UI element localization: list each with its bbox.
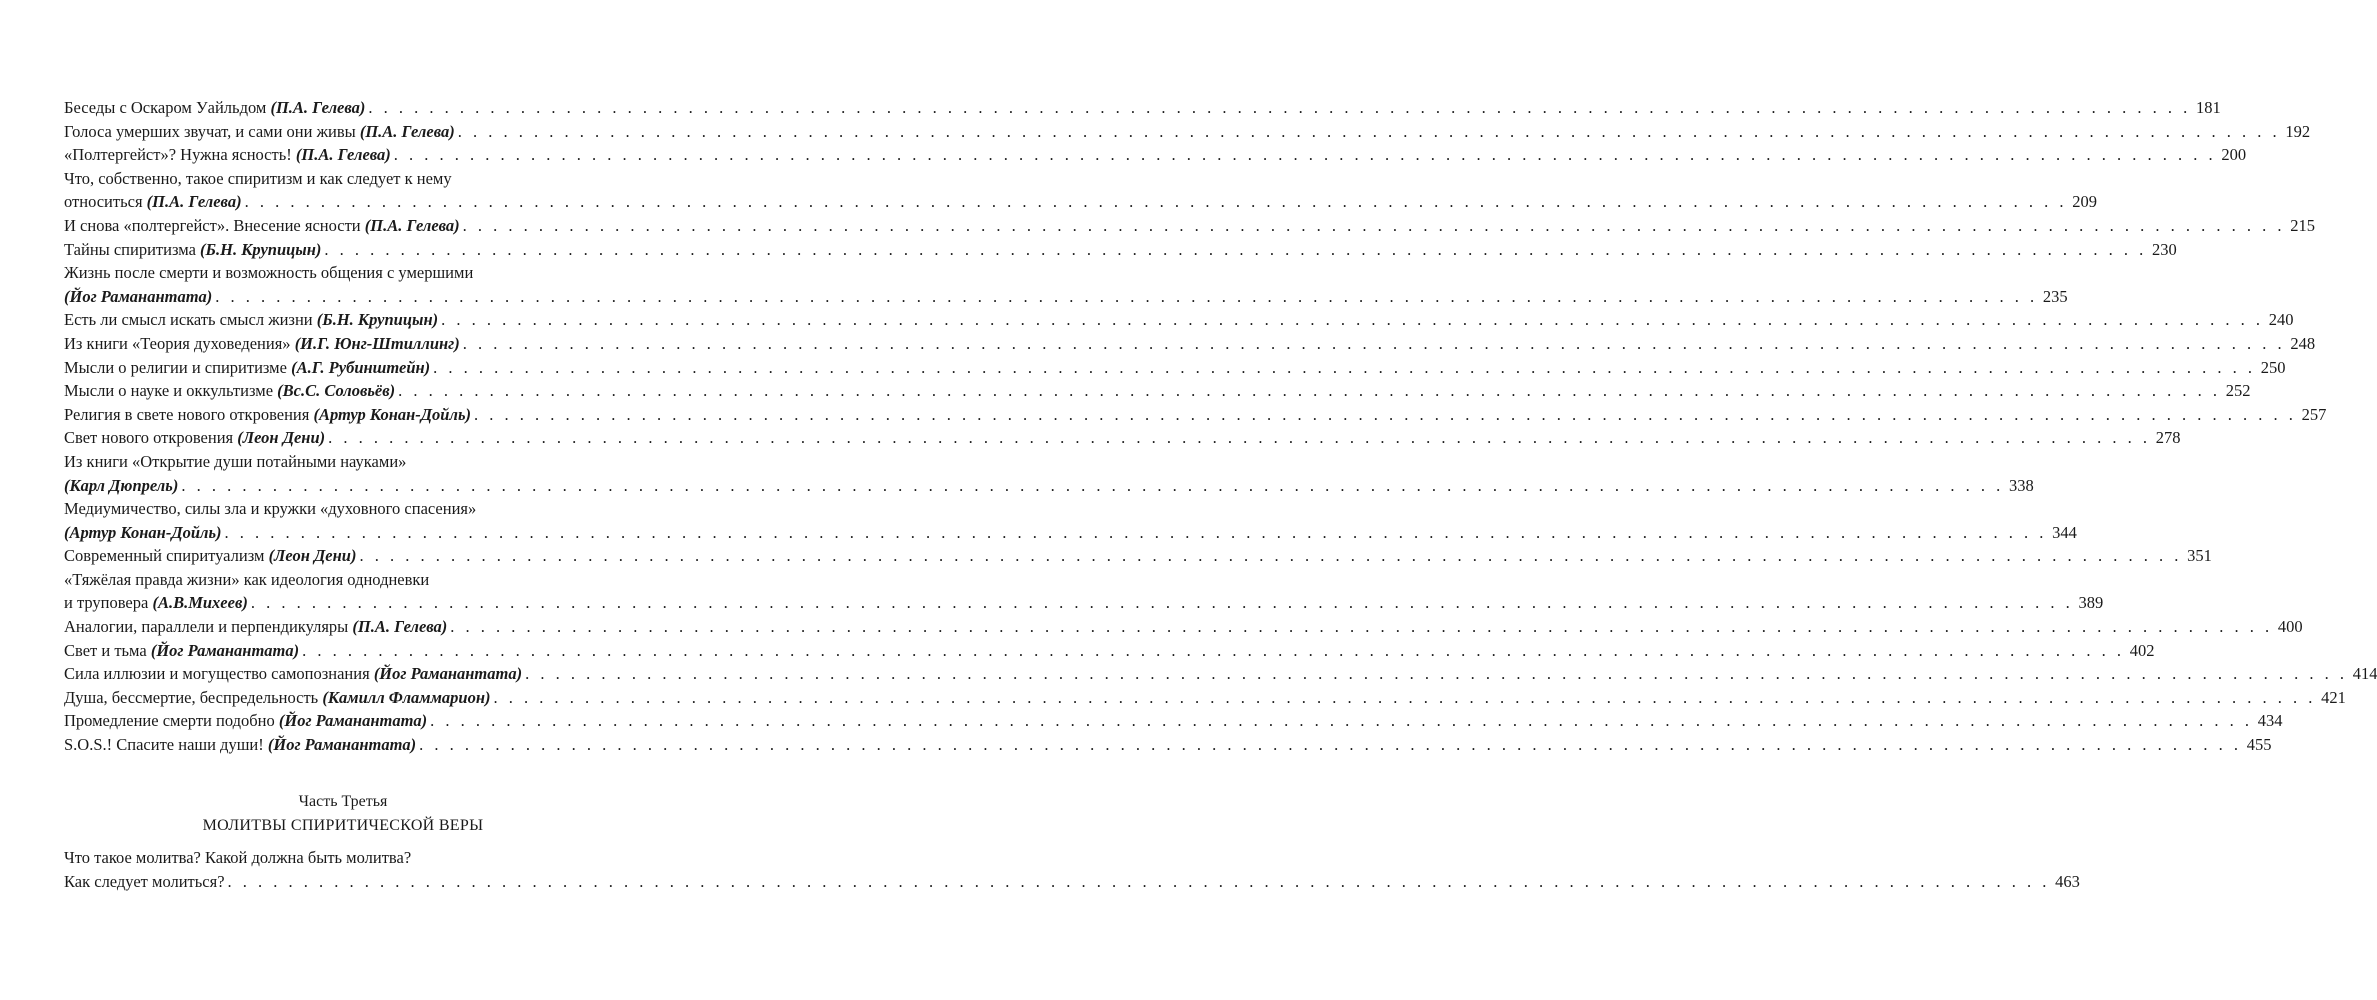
toc-entry [64,733,2272,757]
toc-entry-text [64,497,476,521]
toc-page-number: 192 [2285,121,2311,141]
toc-entry-author: (Карл Дюпрель) [64,475,179,495]
dot-leader: . . . . . . . . . . . . . . . . . . . . . . . . . . . . . . . . . . . . . . . . . . . . . . . . . . . . . . . . . . . . . . . . . . . . . . . . . . . . . . . . . . . . . . . . . . . . . . . . . . . . . . . . . . . . . . . . . . . . . . . . [525,664,2348,684]
toc-entry-line [64,379,2251,403]
toc-entry-author: (А.Г. Рубинштейн) [291,357,431,377]
toc-entry-title: Как следует молиться? [64,871,225,891]
table-of-contents [64,96,2377,757]
toc-entry-line [64,870,2080,894]
toc-entry [64,356,2286,380]
dot-leader: . . . . . . . . . . . . . . . . . . . . . . . . . . . . . . . . . . . . . . . . . . . . . . . . . . . . . . . . . . . . . . . . . . . . . . . . . . . . . . . . . . . . . . . . . . . . . . . . . . . . . . . . . . . . . . . . . . . . . . . . [215,286,2038,306]
dot-leader: . . . . . . . . . . . . . . . . . . . . . . . . . . . . . . . . . . . . . . . . . . . . . . . . . . . . . . . . . . . . . . . . . . . . . . . . . . . . . . . . . . . . . . . . . . . . . . . . . . . . . . . . . . . . . . . . . . . . . . . . [302,640,2125,660]
toc-entry [64,143,2247,167]
toc-entry-title: Свет и тьма [64,640,151,660]
toc-entry-text [64,639,299,663]
toc-entry [64,261,2068,308]
dot-leader: . . . . . . . . . . . . . . . . . . . . . . . . . . . . . . . . . . . . . . . . . . . . . . . . . . . . . . . . . . . . . . . . . . . . . . . . . . . . . . . . . . . . . . . . . . . . . . . . . . . . . . . . . . . . . . . . . . . . . . . . [393,145,2217,165]
toc-entry-author: (А.В.Михеев) [152,593,248,613]
toc-entry-text [64,450,406,474]
toc-page-number: 250 [2260,357,2286,377]
toc-page-number: 463 [2055,871,2080,891]
toc-entry-text [64,686,491,710]
toc-entry-title: Жизнь после смерти и возможность общения с умершими [64,263,474,283]
toc-page-number: 400 [2277,617,2303,637]
part-label: Часть Третья [298,793,388,810]
toc-entry-line [64,639,2155,663]
toc-entry-line [64,261,622,285]
toc-entry-line [64,709,2283,733]
toc-entry-author: (Артур Конан-Дойль) [313,404,471,424]
toc-entry-text [64,568,429,592]
toc-entry-title: Что, собственно, такое спиритизм и как следует к нему [64,168,452,188]
toc-entry [64,568,2104,615]
toc-entry-text [64,846,411,870]
toc-entry-line [64,846,622,870]
toc-entry-title: Из книги «Теория духоведения» [64,333,295,353]
toc-entry-text [64,167,452,191]
toc-entry-author: (Йог Раманантата) [373,664,523,684]
toc-entry-text [64,332,460,356]
dot-leader: . . . . . . . . . . . . . . . . . . . . . . . . . . . . . . . . . . . . . . . . . . . . . . . . . . . . . . . . . . . . . . . . . . . . . . . . . . . . . . . . . . . . . . . . . . . . . . . . . . . . . . . . . . . . . . . . . . . . . . . . [462,215,2286,235]
toc-entry-author: (П.А. Гелева) [364,215,460,235]
toc-entry [64,120,2311,144]
toc-entry-author: (Леон Дени) [237,428,326,448]
toc-entry-line [64,332,2316,356]
toc-entry-title: «Полтергейст»? Нужна ясность! [64,145,296,165]
toc-entry-text [64,96,365,120]
toc-entry-author: (Йог Раманантата) [267,735,417,755]
toc-entry-title: Есть ли смысл искать смысл жизни [64,310,317,330]
toc-entry-author: (И.Г. Юнг-Штиллинг) [294,333,460,353]
toc-page-number: 252 [2225,381,2251,401]
toc-entry-title: Что такое молитва? Какой должна быть молитва? [64,848,412,867]
toc-entry-line [64,214,2316,238]
toc-entry-line [64,167,622,191]
toc-entry-line [64,190,2097,214]
toc-entry [64,96,2221,120]
toc-entry-text [64,426,325,450]
toc-entry [64,403,2327,427]
toc-entry-title: Беседы с Оскаром Уайльдом [64,98,271,117]
toc-entry-line [64,544,2212,568]
toc-entry-author: (Йог Раманантата) [278,711,428,731]
toc-entry [64,450,2034,497]
toc-entry-author: (Леон Дени) [268,546,357,566]
toc-entry-author: (Артур Конан-Дойль) [64,522,222,542]
dot-leader: . . . . . . . . . . . . . . . . . . . . . . . . . . . . . . . . . . . . . . . . . . . . . . . . . . . . . . . . . . . . . . . . . . . . . . . . . . . . . . . . . . . . . . . . . . . . . . . . . . . . . . . . . . . . . . . . . . . . . . . . [493,687,2316,707]
toc-entry-line [64,497,622,521]
toc-entry-text [64,870,225,894]
toc-entry-title: Современный спиритуализм [64,546,269,566]
toc-entry [64,709,2283,733]
toc-page-number: 209 [2072,192,2097,212]
toc-entry-author: (П.А. Гелева) [270,98,366,117]
toc-entry-text [64,285,212,309]
toc-entry-author: (П.А. Гелева) [295,145,391,165]
toc-entry-text [64,143,391,167]
toc-entry [64,379,2251,403]
dot-leader: . . . . . . . . . . . . . . . . . . . . . . . . . . . . . . . . . . . . . . . . . . . . . . . . . . . . . . . . . . . . . . . . . . . . . . . . . . . . . . . . . . . . . . . . . . . . . . . . . . . . . . . . . . . . . . . . . . . . . . . . [227,871,2050,891]
toc-entry [64,662,2377,686]
toc-entry-text [64,308,438,332]
toc-entry-text [64,591,248,615]
toc-entry-author: (Б.Н. Крупицын) [200,239,322,259]
toc-entry-title: «Тяжёлая правда жизни» как идеология однодневки [64,569,430,589]
toc-entry-text [64,544,356,568]
toc-entry [64,615,2303,639]
part-heading [64,791,622,837]
toc-entry-title: Свет нового откровения [64,428,238,448]
toc-entry-title: Аналогии, параллели и перпендикуляры [64,617,353,637]
toc-page-number: 257 [2301,404,2327,424]
dot-leader: . . . . . . . . . . . . . . . . . . . . . . . . . . . . . . . . . . . . . . . . . . . . . . . . . . . . . . . . . . . . . . . . . . . . . . . . . . . . . . . . . . . . . . . . . . . . . . . . . . . . . . . . . . . . . . . . . . . . . . . . [244,192,2067,212]
toc-page-number: 414 [2352,664,2377,684]
toc-entry-text [64,214,460,238]
toc-entry-title: Религия в свете нового откровения [64,404,314,424]
dot-leader: . . . . . . . . . . . . . . . . . . . . . . . . . . . . . . . . . . . . . . . . . . . . . . . . . . . . . . . . . . . . . . . . . . . . . . . . . . . . . . . . . . . . . . . . . . . . . . . . . . . . . . . . . . . . . . . . . . . . . . . . [398,381,2221,401]
dot-leader: . . . . . . . . . . . . . . . . . . . . . . . . . . . . . . . . . . . . . . . . . . . . . . . . . . . . . . . . . . . . . . . . . . . . . . . . . . . . . . . . . . . . . . . . . . . . . . . . . . . . . . . . . . . . . . . . . . . . . . . . [430,711,2253,731]
toc-entry-line [64,96,2221,120]
toc-entry-line [64,450,622,474]
toc-entry-line [64,568,622,592]
toc-entry-author: (Б.Н. Крупицын) [316,310,439,330]
toc-entry-line [64,308,2294,332]
toc-entry-text [64,190,242,214]
toc-page-number: 278 [2155,428,2181,448]
toc-page-number: 351 [2187,546,2212,566]
toc-page-number: 248 [2290,333,2316,353]
toc-entry [64,214,2316,238]
toc-entry-title: S.O.S.! Спасите наши души! [64,735,268,755]
toc-entry-author: (П.А. Гелева) [359,121,455,141]
toc-entry-line [64,521,2077,545]
toc-entry-title: Из книги «Открытие души потайными науками» [64,451,407,471]
toc-entry-line [64,686,2346,710]
toc-entry-text [64,403,471,427]
dot-leader: . . . . . . . . . . . . . . . . . . . . . . . . . . . . . . . . . . . . . . . . . . . . . . . . . . . . . . . . . . . . . . . . . . . . . . . . . . . . . . . . . . . . . . . . . . . . . . . . . . . . . . . . . . . . . . . . . . . . . . . . [224,522,2047,542]
dot-leader: . . . . . . . . . . . . . . . . . . . . . . . . . . . . . . . . . . . . . . . . . . . . . . . . . . . . . . . . . . . . . . . . . . . . . . . . . . . . . . . . . . . . . . . . . . . . . . . . . . . . . . . . . . . . . . . . . . . . . . . . [457,121,2281,141]
toc-entry-text [64,615,447,639]
toc-entry-author: (П.А. Гелева) [146,192,242,212]
toc-entry-line [64,120,2311,144]
toc-entry-line [64,662,2377,686]
toc-entry-title: относиться [64,192,147,212]
toc-page-number: 421 [2321,687,2346,707]
toc-entry-author: (Вс.С. Соловьёв) [277,381,396,401]
toc-entry-line [64,426,2181,450]
toc-entry-text [64,238,321,262]
toc-entry-line [64,285,2068,309]
dot-leader: . . . . . . . . . . . . . . . . . . . . . . . . . . . . . . . . . . . . . . . . . . . . . . . . . . . . . . . . . . . . . . . . . . . . . . . . . . . . . . . . . . . . . . . . . . . . . . . . . . . . . . . . . . . . . . . . . . . . . . . . [181,475,2004,495]
toc-entry-title: Мысли о религии и спиритизме [64,357,292,377]
toc-entry-author: (Камилл Фламмарион) [322,687,491,707]
dot-leader: . . . . . . . . . . . . . . . . . . . . . . . . . . . . . . . . . . . . . . . . . . . . . . . . . . . . . . . . . . . . . . . . . . . . . . . . . . . . . . . . . . . . . . . . . . . . . . . . . . . . . . . . . . . . . . . . . . . . . . . . [433,357,2256,377]
toc-entry-text [64,356,430,380]
toc-entry-line [64,238,2177,262]
part-contents [64,846,2080,893]
toc-entry-text [64,120,455,144]
toc-entry-line [64,143,2247,167]
dot-leader: . . . . . . . . . . . . . . . . . . . . . . . . . . . . . . . . . . . . . . . . . . . . . . . . . . . . . . . . . . . . . . . . . . . . . . . . . . . . . . . . . . . . . . . . . . . . . . . . . . . . . . . . . . . . . . . . . . . . . . . . [359,546,2182,566]
toc-entry-author: (Йог Раманантата) [150,640,300,660]
toc-page-number: 200 [2221,145,2247,165]
toc-entry-line [64,733,2272,757]
part-title: МОЛИТВЫ СПИРИТИЧЕСКОЙ ВЕРЫ [202,817,484,834]
toc-entry [64,846,2080,893]
toc-entry [64,544,2212,568]
toc-entry-author: (Йог Раманантата) [64,286,213,306]
toc-entry-text [64,521,222,545]
toc-entry-author: (П.А. Гелева) [352,617,448,637]
dot-leader: . . . . . . . . . . . . . . . . . . . . . . . . . . . . . . . . . . . . . . . . . . . . . . . . . . . . . . . . . . . . . . . . . . . . . . . . . . . . . . . . . . . . . . . . . . . . . . . . . . . . . . . . . . . . . . . . . . . . . . . . [441,310,2264,330]
dot-leader: . . . . . . . . . . . . . . . . . . . . . . . . . . . . . . . . . . . . . . . . . . . . . . . . . . . . . . . . . . . . . . . . . . . . . . . . . . . . . . . . . . . . . . . . . . . . . . . . . . . . . . . . . . . . . . . . . . . . . . . . [328,428,2151,448]
dot-leader: . . . . . . . . . . . . . . . . . . . . . . . . . . . . . . . . . . . . . . . . . . . . . . . . . . . . . . . . . . . . . . . . . . . . . . . . . . . . . . . . . . . . . . . . . . . . . . . . . . . . . . . . . . . . . . . . . . . . . . . . [450,617,2273,637]
toc-page-number: 338 [2008,475,2034,495]
toc-page-number: 455 [2246,735,2272,755]
toc-entry [64,686,2346,710]
toc-page-number: 235 [2042,286,2068,306]
toc-entry-text [64,733,416,757]
dot-leader: . . . . . . . . . . . . . . . . . . . . . . . . . . . . . . . . . . . . . . . . . . . . . . . . . . . . . . . . . . . . . . . . . . . . . . . . . . . . . . . . . . . . . . . . . . . . . . . . . . . . . . . . . . . . . . . . . . . . . . . . [462,333,2286,353]
toc-entry-title: Тайны спиритизма [64,239,201,259]
toc-entry-text [64,662,522,686]
toc-page-number: 434 [2257,711,2283,731]
dot-leader: . . . . . . . . . . . . . . . . . . . . . . . . . . . . . . . . . . . . . . . . . . . . . . . . . . . . . . . . . . . . . . . . . . . . . . . . . . . . . . . . . . . . . . . . . . . . . . . . . . . . . . . . . . . . . . . . . . . . . . . . [324,239,2147,259]
toc-page-number: 230 [2152,239,2177,259]
toc-entry-line [64,615,2303,639]
dot-leader: . . . . . . . . . . . . . . . . . . . . . . . . . . . . . . . . . . . . . . . . . . . . . . . . . . . . . . . . . . . . . . . . . . . . . . . . . . . . . . . . . . . . . . . . . . . . . . . . . . . . . . . . . . . . . . . . . . . . . . . . [419,735,2242,755]
toc-page-number: 215 [2290,215,2316,235]
toc-entry-title: Сила иллюзии и могущество самопознания [64,664,374,684]
toc-entry-line [64,474,2034,498]
toc-entry-text [64,709,427,733]
toc-entry-line [64,591,2104,615]
toc-entry-title: и труповера [64,593,153,613]
toc-entry-text [64,379,395,403]
toc-entry-line [64,403,2327,427]
toc-page-number: 389 [2078,593,2104,613]
toc-entry [64,639,2155,663]
dot-leader: . . . . . . . . . . . . . . . . . . . . . . . . . . . . . . . . . . . . . . . . . . . . . . . . . . . . . . . . . . . . . . . . . . . . . . . . . . . . . . . . . . . . . . . . . . . . . . . . . . . . . . . . . . . . . . . . . . . . . . . . [473,404,2297,424]
toc-entry-title: Душа, бессмертие, беспредельность [64,687,323,707]
toc-entry [64,497,2077,544]
toc-entry-text [64,261,473,285]
toc-entry [64,426,2181,450]
toc-entry [64,308,2294,332]
toc-entry [64,238,2177,262]
toc-entry-title: И снова «полтергейст». Внесение ясности [64,215,365,235]
toc-entry-title: Промедление смерти подобно [64,711,279,731]
toc-page-number: 181 [2196,98,2221,117]
dot-leader: . . . . . . . . . . . . . . . . . . . . . . . . . . . . . . . . . . . . . . . . . . . . . . . . . . . . . . . . . . . . . . . . . . . . . . . . . . . . . . . . . . . . . . . . . . . . . . . . . . . . . . . . . . . . . . . . . . . . . . . . [368,98,2191,117]
toc-entry-title: Голоса умерших звучат, и сами они живы [64,121,360,141]
toc-entry-title: Медиумичество, силы зла и кружки «духовного спасения» [64,499,477,519]
toc-page-number: 402 [2129,640,2155,660]
toc-entry-line [64,356,2286,380]
toc-page-number: 240 [2268,310,2294,330]
toc-entry [64,167,2097,214]
toc-entry-title: Мысли о науке и оккультизме [64,381,278,401]
toc-entry [64,332,2316,356]
toc-entry-text [64,474,178,498]
dot-leader: . . . . . . . . . . . . . . . . . . . . . . . . . . . . . . . . . . . . . . . . . . . . . . . . . . . . . . . . . . . . . . . . . . . . . . . . . . . . . . . . . . . . . . . . . . . . . . . . . . . . . . . . . . . . . . . . . . . . . . . . [250,593,2074,613]
toc-page-number: 344 [2052,522,2077,542]
